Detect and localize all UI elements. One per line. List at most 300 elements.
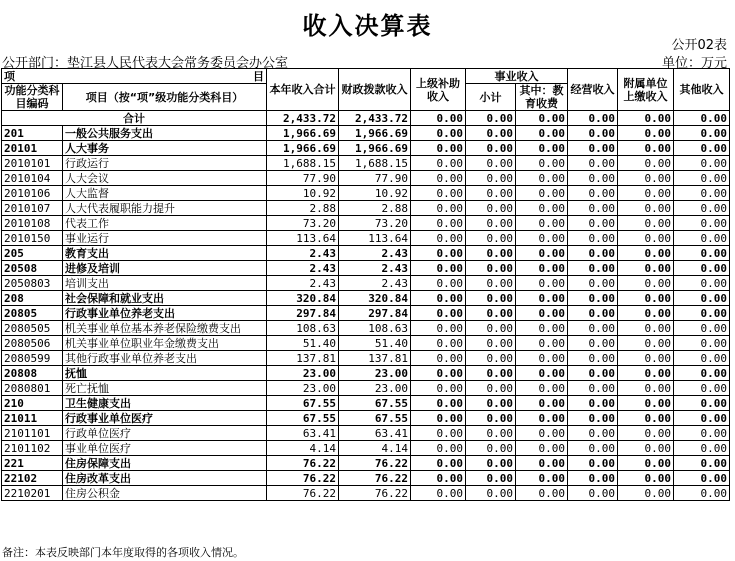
row-value: 0.00 — [411, 381, 466, 396]
header-fiscal-appropriation: 财政拨款收入 — [339, 69, 411, 111]
row-value: 0.00 — [411, 171, 466, 186]
row-code: 221 — [2, 456, 63, 471]
row-value: 0.00 — [618, 336, 674, 351]
row-value: 0.00 — [466, 336, 516, 351]
row-value: 0.00 — [568, 336, 618, 351]
row-code: 205 — [2, 246, 63, 261]
row-value: 0.00 — [411, 426, 466, 441]
row-value: 0.00 — [674, 381, 730, 396]
row-value: 0.00 — [674, 201, 730, 216]
row-value: 0.00 — [674, 126, 730, 141]
row-value: 0.00 — [618, 306, 674, 321]
row-value: 0.00 — [466, 441, 516, 456]
total-value: 0.00 — [516, 111, 568, 126]
row-value: 0.00 — [466, 351, 516, 366]
total-value: 2,433.72 — [267, 111, 339, 126]
table-row — [2, 321, 730, 336]
row-value: 0.00 — [568, 471, 618, 486]
table-row — [2, 351, 730, 366]
row-name: 其他行政事业单位养老支出 — [63, 351, 267, 366]
table-row — [2, 231, 730, 246]
row-value: 10.92 — [339, 186, 411, 201]
item-header — [2, 69, 267, 84]
row-value: 0.00 — [568, 231, 618, 246]
row-value: 0.00 — [568, 276, 618, 291]
row-name: 机关事业单位基本养老保险缴费支出 — [63, 321, 267, 336]
row-value: 0.00 — [411, 366, 466, 381]
row-value: 0.00 — [568, 366, 618, 381]
row-value: 0.00 — [618, 141, 674, 156]
row-name: 代表工作 — [63, 216, 267, 231]
row-code: 2010107 — [2, 201, 63, 216]
row-name: 人大会议 — [63, 171, 267, 186]
table-row — [2, 141, 730, 156]
row-name: 进修及培训 — [63, 261, 267, 276]
row-value: 0.00 — [618, 186, 674, 201]
table-row — [2, 381, 730, 396]
row-value: 67.55 — [339, 411, 411, 426]
row-value: 0.00 — [674, 306, 730, 321]
row-value: 137.81 — [339, 351, 411, 366]
table-row — [2, 186, 730, 201]
row-name: 人大事务 — [63, 141, 267, 156]
row-value: 73.20 — [339, 216, 411, 231]
row-name: 住房公积金 — [63, 486, 267, 501]
row-value: 0.00 — [618, 171, 674, 186]
table-row — [2, 306, 730, 321]
table-row — [2, 156, 730, 171]
row-code: 2080505 — [2, 321, 63, 336]
row-name: 抚恤 — [63, 366, 267, 381]
row-value: 1,688.15 — [267, 156, 339, 171]
row-value: 0.00 — [618, 126, 674, 141]
row-value: 0.00 — [674, 411, 730, 426]
row-value: 0.00 — [516, 471, 568, 486]
row-value: 23.00 — [267, 366, 339, 381]
row-value: 2.88 — [267, 201, 339, 216]
row-value: 0.00 — [568, 246, 618, 261]
row-value: 1,966.69 — [339, 126, 411, 141]
row-value: 0.00 — [411, 246, 466, 261]
table-row — [2, 246, 730, 261]
row-value: 0.00 — [516, 186, 568, 201]
row-value: 0.00 — [568, 216, 618, 231]
row-value: 0.00 — [568, 351, 618, 366]
row-name: 卫生健康支出 — [63, 396, 267, 411]
row-value: 0.00 — [674, 231, 730, 246]
row-value: 0.00 — [674, 186, 730, 201]
row-value: 76.22 — [267, 456, 339, 471]
row-name: 培训支出 — [63, 276, 267, 291]
row-code: 2010106 — [2, 186, 63, 201]
row-value: 0.00 — [516, 366, 568, 381]
row-code: 201 — [2, 126, 63, 141]
row-value: 0.00 — [674, 261, 730, 276]
row-code: 2010101 — [2, 156, 63, 171]
row-value: 0.00 — [674, 246, 730, 261]
row-value: 0.00 — [516, 231, 568, 246]
row-value: 0.00 — [466, 426, 516, 441]
table-row — [2, 396, 730, 411]
row-value: 0.00 — [618, 366, 674, 381]
row-value: 0.00 — [411, 471, 466, 486]
row-value: 0.00 — [568, 411, 618, 426]
row-value: 0.00 — [568, 381, 618, 396]
row-value: 0.00 — [516, 126, 568, 141]
row-code: 2050803 — [2, 276, 63, 291]
row-value: 0.00 — [568, 396, 618, 411]
table-row — [2, 441, 730, 456]
row-value: 0.00 — [618, 426, 674, 441]
row-value: 23.00 — [339, 381, 411, 396]
row-value: 0.00 — [674, 396, 730, 411]
row-value: 63.41 — [339, 426, 411, 441]
row-value: 0.00 — [618, 381, 674, 396]
row-value: 0.00 — [411, 396, 466, 411]
row-name: 人大代表履职能力提升 — [63, 201, 267, 216]
total-value: 0.00 — [674, 111, 730, 126]
row-code: 208 — [2, 291, 63, 306]
row-value: 0.00 — [411, 321, 466, 336]
row-value: 0.00 — [618, 231, 674, 246]
row-value: 0.00 — [618, 246, 674, 261]
row-value: 0.00 — [618, 261, 674, 276]
table-row — [2, 486, 730, 501]
row-value: 0.00 — [516, 456, 568, 471]
row-value: 0.00 — [516, 276, 568, 291]
income-table — [1, 68, 730, 501]
item-header-right: 目 — [253, 69, 264, 83]
row-value: 0.00 — [411, 126, 466, 141]
row-value: 0.00 — [674, 471, 730, 486]
table-row — [2, 276, 730, 291]
row-value: 0.00 — [466, 261, 516, 276]
row-value: 0.00 — [568, 261, 618, 276]
header-subtotal: 小计 — [466, 84, 516, 111]
form-number: 公开02表 — [671, 38, 727, 53]
row-value: 0.00 — [411, 486, 466, 501]
row-value: 0.00 — [618, 411, 674, 426]
row-value: 0.00 — [674, 171, 730, 186]
row-value: 0.00 — [466, 276, 516, 291]
row-value: 0.00 — [466, 186, 516, 201]
row-value: 0.00 — [516, 441, 568, 456]
row-value: 0.00 — [568, 156, 618, 171]
row-value: 0.00 — [516, 426, 568, 441]
row-value: 0.00 — [674, 366, 730, 381]
row-value: 76.22 — [267, 471, 339, 486]
row-value: 0.00 — [568, 321, 618, 336]
row-value: 0.00 — [411, 261, 466, 276]
row-value: 76.22 — [339, 456, 411, 471]
row-value: 0.00 — [516, 381, 568, 396]
table-row — [2, 411, 730, 426]
row-value: 0.00 — [466, 396, 516, 411]
row-value: 0.00 — [568, 291, 618, 306]
row-value: 0.00 — [516, 486, 568, 501]
row-code: 2210201 — [2, 486, 63, 501]
row-value: 0.00 — [466, 411, 516, 426]
table-row — [2, 201, 730, 216]
row-value: 2.43 — [267, 261, 339, 276]
row-value: 0.00 — [516, 216, 568, 231]
row-value: 2.43 — [339, 261, 411, 276]
row-value: 67.55 — [339, 396, 411, 411]
row-value: 113.64 — [267, 231, 339, 246]
row-value: 0.00 — [674, 441, 730, 456]
row-name: 教育支出 — [63, 246, 267, 261]
row-code: 2080801 — [2, 381, 63, 396]
row-value: 63.41 — [267, 426, 339, 441]
row-value: 0.00 — [674, 156, 730, 171]
row-value: 0.00 — [466, 201, 516, 216]
row-name: 事业单位医疗 — [63, 441, 267, 456]
row-value: 0.00 — [568, 306, 618, 321]
row-value: 51.40 — [339, 336, 411, 351]
row-name: 人大监督 — [63, 186, 267, 201]
row-value: 0.00 — [466, 306, 516, 321]
row-value: 23.00 — [267, 381, 339, 396]
row-value: 0.00 — [411, 351, 466, 366]
department-label: 公开部门：垫江县人民代表大会常务委员会办公室 — [2, 56, 289, 71]
row-name: 行政单位医疗 — [63, 426, 267, 441]
header-affiliate-income: 附属单位上缴收入 — [618, 69, 674, 111]
footnote: 备注：本表反映部门本年度取得的各项收入情况。 — [2, 546, 244, 559]
row-value: 0.00 — [411, 231, 466, 246]
row-code: 2010108 — [2, 216, 63, 231]
row-value: 113.64 — [339, 231, 411, 246]
row-value: 0.00 — [618, 291, 674, 306]
row-value: 0.00 — [466, 321, 516, 336]
row-code: 20508 — [2, 261, 63, 276]
row-name: 住房保障支出 — [63, 456, 267, 471]
row-value: 108.63 — [339, 321, 411, 336]
row-value: 10.92 — [267, 186, 339, 201]
row-value: 0.00 — [411, 411, 466, 426]
row-value: 77.90 — [339, 171, 411, 186]
header-business-income-group: 事业收入 — [466, 69, 568, 84]
header-superior-subsidy: 上级补助收入 — [411, 69, 466, 111]
row-code: 2010150 — [2, 231, 63, 246]
page-title: 收入决算表 — [302, 12, 433, 40]
row-value: 2.88 — [339, 201, 411, 216]
row-value: 0.00 — [466, 216, 516, 231]
row-value: 2.43 — [339, 276, 411, 291]
row-name: 机关事业单位职业年金缴费支出 — [63, 336, 267, 351]
row-value: 320.84 — [267, 291, 339, 306]
row-value: 1,966.69 — [267, 126, 339, 141]
header-education-fee: 其中：教育收费 — [516, 84, 568, 111]
row-value: 0.00 — [568, 186, 618, 201]
row-value: 0.00 — [411, 186, 466, 201]
row-code: 20808 — [2, 366, 63, 381]
row-value: 0.00 — [516, 351, 568, 366]
row-value: 1,688.15 — [339, 156, 411, 171]
row-value: 0.00 — [618, 396, 674, 411]
row-value: 1,966.69 — [339, 141, 411, 156]
row-value: 0.00 — [411, 276, 466, 291]
row-name: 死亡抚恤 — [63, 381, 267, 396]
row-value: 0.00 — [466, 381, 516, 396]
row-value: 0.00 — [516, 201, 568, 216]
row-value: 0.00 — [674, 351, 730, 366]
row-value: 0.00 — [516, 156, 568, 171]
row-value: 0.00 — [618, 351, 674, 366]
row-name: 行政事业单位养老支出 — [63, 306, 267, 321]
row-value: 0.00 — [618, 216, 674, 231]
row-value: 76.22 — [339, 471, 411, 486]
header-operating-income: 经营收入 — [568, 69, 618, 111]
row-value: 0.00 — [516, 171, 568, 186]
row-value: 0.00 — [411, 441, 466, 456]
header-name: 项目（按“项”级功能分类科目） — [63, 84, 267, 111]
row-value: 0.00 — [618, 276, 674, 291]
row-value: 0.00 — [466, 486, 516, 501]
row-value: 51.40 — [267, 336, 339, 351]
total-value: 0.00 — [618, 111, 674, 126]
row-value: 0.00 — [411, 336, 466, 351]
table-row — [2, 291, 730, 306]
table-row — [2, 426, 730, 441]
total-row — [2, 111, 730, 126]
row-value: 0.00 — [674, 486, 730, 501]
row-value: 67.55 — [267, 411, 339, 426]
row-value: 0.00 — [411, 216, 466, 231]
row-code: 2101102 — [2, 441, 63, 456]
row-code: 2010104 — [2, 171, 63, 186]
row-value: 2.43 — [267, 246, 339, 261]
table-row — [2, 261, 730, 276]
row-value: 0.00 — [466, 141, 516, 156]
row-code: 21011 — [2, 411, 63, 426]
row-value: 0.00 — [516, 396, 568, 411]
row-value: 0.00 — [466, 171, 516, 186]
row-value: 0.00 — [516, 321, 568, 336]
row-value: 0.00 — [618, 201, 674, 216]
total-value: 2,433.72 — [339, 111, 411, 126]
row-value: 0.00 — [466, 456, 516, 471]
row-value: 0.00 — [618, 486, 674, 501]
row-value: 0.00 — [674, 426, 730, 441]
header-code: 功能分类科目编码 — [2, 84, 63, 111]
row-value: 0.00 — [411, 291, 466, 306]
row-name: 一般公共服务支出 — [63, 126, 267, 141]
row-code: 210 — [2, 396, 63, 411]
row-value: 0.00 — [618, 471, 674, 486]
row-name: 住房改革支出 — [63, 471, 267, 486]
row-value: 0.00 — [516, 291, 568, 306]
row-value: 0.00 — [674, 216, 730, 231]
row-value: 0.00 — [466, 366, 516, 381]
row-name: 行政运行 — [63, 156, 267, 171]
item-header-left: 项 — [4, 69, 15, 83]
table-row — [2, 216, 730, 231]
row-name: 事业运行 — [63, 231, 267, 246]
total-value: 0.00 — [411, 111, 466, 126]
total-value: 0.00 — [466, 111, 516, 126]
row-value: 0.00 — [466, 291, 516, 306]
header-other-income: 其他收入 — [674, 69, 730, 111]
row-value: 23.00 — [339, 366, 411, 381]
table-header — [2, 69, 730, 111]
row-value: 0.00 — [618, 321, 674, 336]
row-value: 0.00 — [568, 171, 618, 186]
row-value: 297.84 — [267, 306, 339, 321]
row-value: 0.00 — [568, 426, 618, 441]
row-value: 108.63 — [267, 321, 339, 336]
header-total-income: 本年收入合计 — [267, 69, 339, 111]
row-value: 0.00 — [466, 156, 516, 171]
row-value: 0.00 — [466, 246, 516, 261]
row-value: 4.14 — [339, 441, 411, 456]
row-value: 0.00 — [568, 486, 618, 501]
row-value: 0.00 — [568, 201, 618, 216]
row-value: 2.43 — [267, 276, 339, 291]
row-value: 0.00 — [568, 441, 618, 456]
row-value: 0.00 — [516, 246, 568, 261]
row-value: 0.00 — [568, 456, 618, 471]
row-name: 社会保障和就业支出 — [63, 291, 267, 306]
table-row — [2, 471, 730, 486]
row-value: 76.22 — [267, 486, 339, 501]
row-value: 0.00 — [516, 336, 568, 351]
row-value: 0.00 — [466, 231, 516, 246]
table-row — [2, 336, 730, 351]
row-value: 0.00 — [618, 156, 674, 171]
unit-label: 单位：万元 — [661, 56, 727, 71]
row-value: 2.43 — [339, 246, 411, 261]
row-value: 0.00 — [466, 126, 516, 141]
row-value: 0.00 — [516, 261, 568, 276]
row-value: 0.00 — [568, 141, 618, 156]
row-value: 73.20 — [267, 216, 339, 231]
table-row — [2, 366, 730, 381]
row-value: 0.00 — [674, 336, 730, 351]
row-value: 0.00 — [516, 411, 568, 426]
total-value: 0.00 — [568, 111, 618, 126]
row-value: 0.00 — [674, 456, 730, 471]
row-value: 0.00 — [618, 456, 674, 471]
table-row — [2, 171, 730, 186]
row-code: 2080599 — [2, 351, 63, 366]
row-value: 320.84 — [339, 291, 411, 306]
table-row — [2, 456, 730, 471]
row-value: 0.00 — [568, 126, 618, 141]
row-value: 76.22 — [339, 486, 411, 501]
row-value: 137.81 — [267, 351, 339, 366]
row-value: 0.00 — [411, 306, 466, 321]
table-row — [2, 126, 730, 141]
row-code: 2101101 — [2, 426, 63, 441]
row-code: 20805 — [2, 306, 63, 321]
row-value: 77.90 — [267, 171, 339, 186]
row-code: 22102 — [2, 471, 63, 486]
row-value: 1,966.69 — [267, 141, 339, 156]
table-body — [2, 111, 730, 501]
row-code: 20101 — [2, 141, 63, 156]
row-value: 0.00 — [516, 306, 568, 321]
row-value: 0.00 — [411, 141, 466, 156]
row-value: 0.00 — [411, 156, 466, 171]
row-value: 67.55 — [267, 396, 339, 411]
total-label: 合计 — [2, 111, 267, 126]
row-value: 297.84 — [339, 306, 411, 321]
row-value: 0.00 — [411, 456, 466, 471]
row-value: 0.00 — [466, 471, 516, 486]
row-name: 行政事业单位医疗 — [63, 411, 267, 426]
row-value: 4.14 — [267, 441, 339, 456]
row-value: 0.00 — [674, 276, 730, 291]
